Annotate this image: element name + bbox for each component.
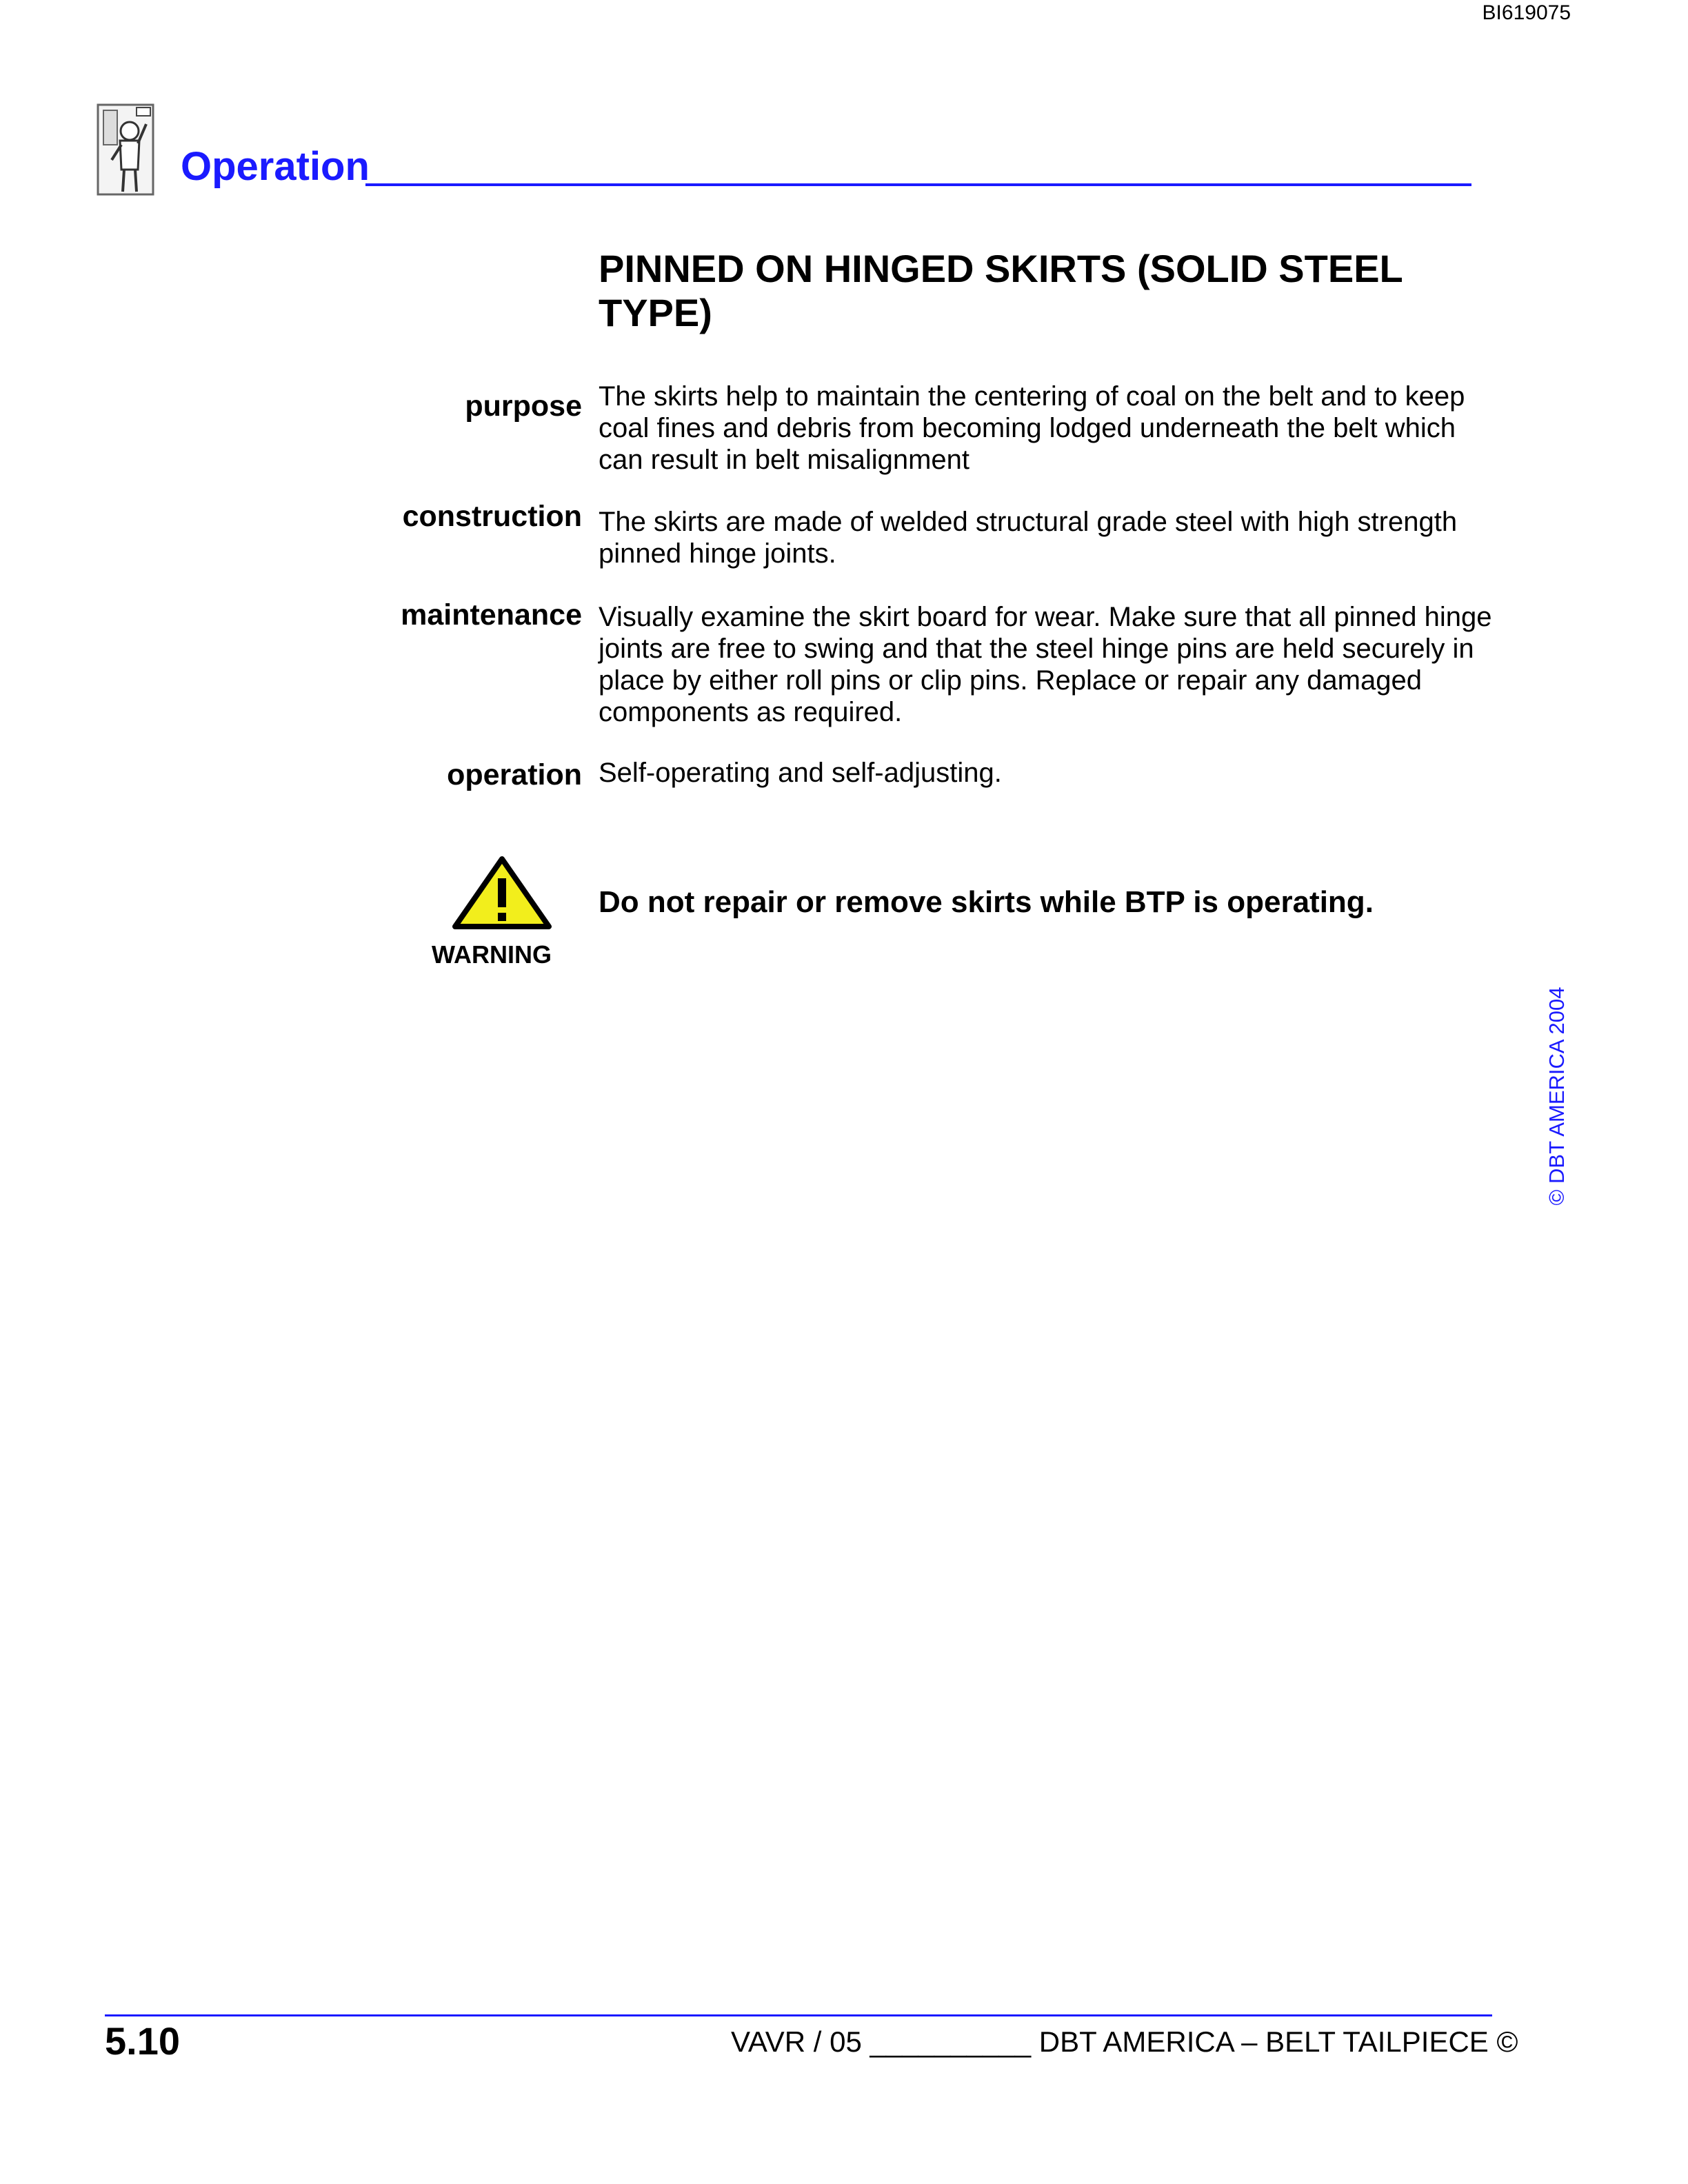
document-id: BI619075 xyxy=(1482,1,1571,24)
section-title: Operation xyxy=(181,144,370,189)
warning-triangle-icon xyxy=(452,855,552,931)
side-copyright-text: © DBT AMERICA 2004 xyxy=(1545,987,1569,1206)
operator-figure-icon xyxy=(97,103,160,199)
side-copyright xyxy=(1543,979,1571,1213)
row-label-operation: operation xyxy=(447,758,582,791)
row-text-operation: Self-operating and self-adjusting. xyxy=(599,758,1002,788)
footer-text: VAVR / 05 __________ DBT AMERICA – BELT TAILPIECE © xyxy=(731,2025,1518,2058)
row-text-maintenance: Visually examine the skirt board for wear. Make sure that all pinned hinge joints are free to swing and that the steel hinge pins are held securely in place by either roll pins or clip pins. Replace or repair any damaged components as required. xyxy=(599,602,1492,727)
row-text-construction: The skirts are made of welded structural grade steel with high strength pinned hinge joints. xyxy=(599,507,1458,569)
page-title: PINNED ON HINGED SKIRTS (SOLID STEEL TYPE) xyxy=(599,247,1403,334)
warning-label: WARNING xyxy=(432,940,552,969)
warning-text: Do not repair or remove skirts while BTP is operating. xyxy=(599,885,1374,919)
row-label-purpose: purpose xyxy=(465,390,582,423)
row-label-construction: construction xyxy=(402,500,582,533)
row-text-purpose: The skirts help to maintain the centering of coal on the belt and to keep coal fines and debris from becoming lodged underneath the belt which can result in belt misalignment xyxy=(599,381,1465,475)
footer-divider xyxy=(105,2014,1492,2016)
section-divider xyxy=(365,183,1471,186)
row-label-maintenance: maintenance xyxy=(401,598,582,631)
page-number: 5.10 xyxy=(105,2019,180,2063)
